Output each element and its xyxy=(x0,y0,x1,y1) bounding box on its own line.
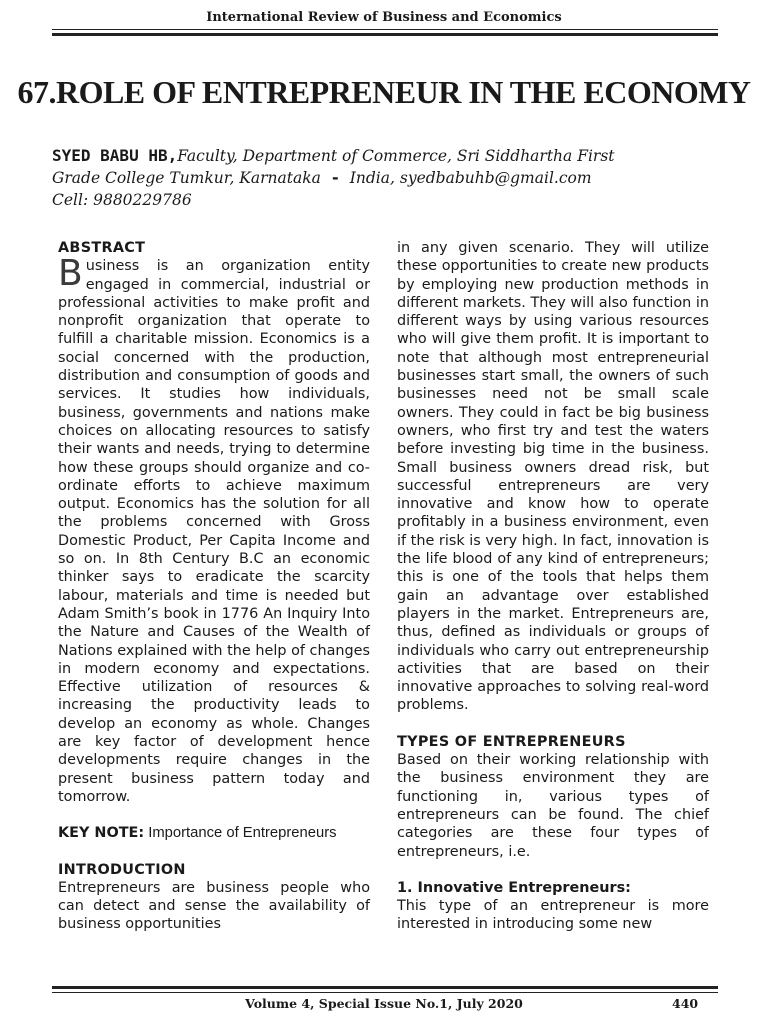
footer-rule-thick xyxy=(52,986,718,989)
introduction-text-right: in any given scenario. They will utilize these opportunities to create new products by employing new production methods in different markets. They will also function in different ways by using various resources who will give them profit. It is important to note that although most entrepreneurial businesses start small, the owners of such businesses need not be small scale owners. They could in fact be big business owners, who first try and test the waters before investing big time in the business. Small business owners dread risk, but successful entrepreneurs are very innovative and know how to operate profitably in a business environment, even if the risk is very high. In fact, innovation is the life blood of any kind of entrepreneurs; this is one of the tools that helps them gain an advantage over established players in the market. Entrepreneurs are, thus, defined as individuals or groups of individuals who carry out entrepreneurship activities that are based on their innovative approaches to solving real-word problems. xyxy=(397,240,709,714)
item1-text: This type of an entrepreneur is more interested in introducing some new xyxy=(397,898,709,933)
spacer xyxy=(397,861,709,879)
header-rule-thick xyxy=(52,33,718,36)
author-line-1 xyxy=(52,145,720,167)
left-column xyxy=(58,239,370,934)
keynote xyxy=(58,824,370,842)
abstract-body xyxy=(58,253,370,806)
types-heading: TYPES OF ENTREPRENEURS xyxy=(397,733,626,750)
right-column xyxy=(397,239,709,934)
journal-header: International Review of Business and Economics xyxy=(206,10,562,25)
introduction-text-left: Entrepreneurs are business people who can detect and sense the availability of business opportunities xyxy=(58,879,370,933)
volume-info: Volume 4, Special Issue No.1, July 2020 xyxy=(245,996,523,1011)
affiliation-separator: - xyxy=(320,168,350,187)
abstract-text: usiness is an organization entity engaged in commercial, industrial or professional activities to make profit and nonprofit organization that operate to fulfill a charitable mission. Economics is a social concerned with the production, distribution and consumption of goods and services. It studies how individuals, business, governments and nations make choices on allocating resources to satisfy their wants and needs, trying to determine how these groups should organize and co-ordinate efforts to achieve maximum output. Economics has the solution for all the problems concerned with Gross Domestic Product, Per Capita Income and so on. In 8th Century B.C an economic thinker says to eradicate the scarcity labour, materials and time is needed but Adam Smith’s book in 1776 An Inquiry Into the Nature and Causes of the Wealth of Nations explained with the help of changes in modern economy and expectations. Effective utilization of resources & increasing the productivity leads to develop an economy as whole. Changes are key factor of development hence developments require changes in the present business pattern today and tomorrow. xyxy=(58,258,370,805)
page-number: 440 xyxy=(672,996,699,1011)
item1-heading: 1. Innovative Entrepreneurs: xyxy=(397,879,631,896)
spacer xyxy=(58,843,370,861)
author-affiliation-2a: Grade College Tumkur, Karnataka xyxy=(52,169,321,187)
author-cell: Cell: 9880229786 xyxy=(52,191,192,209)
types-text: Based on their working relationship with the business environment they are functioning in, various types of entrepreneurs can be found. The chief categories are these four types of entrepreneurs, i.e. xyxy=(397,752,709,860)
keynote-label: KEY NOTE: xyxy=(58,825,145,842)
spacer xyxy=(397,715,709,733)
author-affiliation-2b: India, syedbabuhb@gmail.com xyxy=(349,169,592,187)
author-line-2 xyxy=(52,167,720,189)
spacer xyxy=(58,806,370,824)
header-rule-thin xyxy=(52,29,718,30)
abstract-dropcap: B xyxy=(58,253,83,295)
introduction-heading: INTRODUCTION xyxy=(58,861,186,878)
author-line-3 xyxy=(52,189,720,211)
author-affiliation-1: Faculty, Department of Commerce, Sri Siddhartha First xyxy=(177,147,615,165)
author-block xyxy=(52,145,720,211)
abstract-heading: ABSTRACT xyxy=(58,240,146,256)
keynote-text: Importance of Entrepreneurs xyxy=(144,825,337,842)
paper-title: 67.ROLE OF ENTREPRENEUR IN THE ECONOMY xyxy=(17,74,751,110)
footer-rule-thin xyxy=(52,992,718,993)
author-name: SYED BABU HB, xyxy=(52,146,178,165)
